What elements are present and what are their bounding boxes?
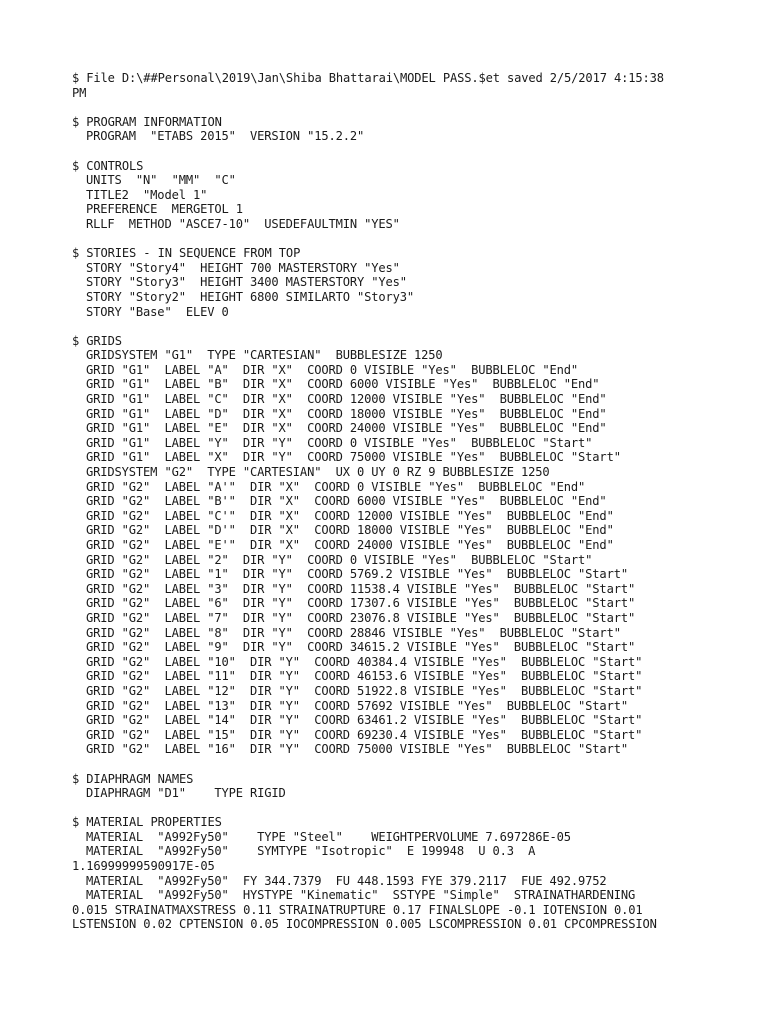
materials-line: LSTENSION 0.02 CPTENSION 0.05 IOCOMPRESSION 0.005 LSCOMPRESSION 0.01 CPCOMPRESSION bbox=[72, 917, 657, 932]
grids-line: GRID "G2" LABEL "16" DIR "Y" COORD 75000 VISIBLE "Yes" BUBBLELOC "Start" bbox=[86, 742, 628, 757]
grids-line: GRID "G2" LABEL "13" DIR "Y" COORD 57692 VISIBLE "Yes" BUBBLELOC "Start" bbox=[86, 698, 628, 713]
materials-line: MATERIAL "A992Fy50" SYMTYPE "Isotropic" E 199948 U 0.3 A bbox=[86, 844, 536, 859]
grids-line: GRIDSYSTEM "G2" TYPE "CARTESIAN" UX 0 UY 0 RZ 9 BUBBLESIZE 1250 bbox=[86, 465, 550, 480]
materials-line: MATERIAL "A992Fy50" HYSTYPE "Kinematic" SSTYPE "Simple" STRAINATHARDENING bbox=[86, 888, 636, 903]
grids-line: GRID "G1" LABEL "B" DIR "X" COORD 6000 VISIBLE "Yes" BUBBLELOC "End" bbox=[86, 377, 600, 392]
grids-line: GRID "G2" LABEL "7" DIR "Y" COORD 23076.8 VISIBLE "Yes" BUBBLELOC "Start" bbox=[86, 610, 636, 625]
grids-line: GRID "G1" LABEL "X" DIR "Y" COORD 75000 VISIBLE "Yes" BUBBLELOC "Start" bbox=[86, 450, 621, 465]
grids-line: GRID "G2" LABEL "10" DIR "Y" COORD 40384.4 VISIBLE "Yes" BUBBLELOC "Start" bbox=[86, 654, 643, 669]
grids-line: GRID "G1" LABEL "C" DIR "X" COORD 12000 VISIBLE "Yes" BUBBLELOC "End" bbox=[86, 392, 607, 407]
file-header-line: $ File D:\##Personal\2019\Jan\Shiba Bhattarai\MODEL PASS.$et saved 2/5/2017 4:15:38 bbox=[72, 71, 664, 85]
stories-line: STORY "Story2" HEIGHT 6800 SIMILARTO "Story3" bbox=[86, 289, 415, 304]
section-heading-diaphragm: $ DIAPHRAGM NAMES bbox=[72, 771, 194, 786]
grids-line: GRID "G2" LABEL "C'" DIR "X" COORD 12000 VISIBLE "Yes" BUBBLELOC "End" bbox=[86, 508, 614, 523]
controls-line: TITLE2 "Model 1" bbox=[86, 187, 208, 202]
grids-line: GRIDSYSTEM "G1" TYPE "CARTESIAN" BUBBLESIZE 1250 bbox=[86, 348, 443, 363]
spacer bbox=[72, 100, 762, 115]
stories-line: STORY "Story3" HEIGHT 3400 MASTERSTORY "Yes" bbox=[86, 275, 407, 290]
spacer bbox=[72, 144, 762, 159]
spacer bbox=[72, 319, 762, 334]
materials-line: 1.16999999590917E-05 bbox=[72, 859, 215, 874]
section-heading-program: $ PROGRAM INFORMATION bbox=[72, 114, 222, 129]
section-body-diaphragm bbox=[72, 786, 762, 801]
grids-line: GRID "G1" LABEL "D" DIR "X" COORD 18000 VISIBLE "Yes" BUBBLELOC "End" bbox=[86, 406, 607, 421]
grids-line: GRID "G2" LABEL "3" DIR "Y" COORD 11538.4 VISIBLE "Yes" BUBBLELOC "Start" bbox=[86, 581, 636, 596]
spacer bbox=[72, 232, 762, 247]
grids-line: GRID "G2" LABEL "1" DIR "Y" COORD 5769.2 VISIBLE "Yes" BUBBLELOC "Start" bbox=[86, 567, 628, 582]
section-body-grids bbox=[72, 348, 762, 757]
grids-line: GRID "G2" LABEL "11" DIR "Y" COORD 46153.6 VISIBLE "Yes" BUBBLELOC "Start" bbox=[86, 669, 643, 684]
grids-line: GRID "G2" LABEL "9" DIR "Y" COORD 34615.2 VISIBLE "Yes" BUBBLELOC "Start" bbox=[86, 640, 636, 655]
spacer bbox=[72, 801, 762, 816]
controls-line: UNITS "N" "MM" "C" bbox=[86, 173, 236, 188]
materials-line: 0.015 STRAINATMAXSTRESS 0.11 STRAINATRUPTURE 0.17 FINALSLOPE -0.1 IOTENSION 0.01 bbox=[72, 902, 643, 917]
section-body-materials bbox=[72, 830, 762, 932]
grids-line: GRID "G2" LABEL "B'" DIR "X" COORD 6000 VISIBLE "Yes" BUBBLELOC "End" bbox=[86, 494, 607, 509]
file-header-line-wrap: PM bbox=[72, 85, 87, 100]
spacer bbox=[72, 757, 762, 772]
section-heading-grids: $ GRIDS bbox=[72, 333, 122, 348]
section-heading-materials: $ MATERIAL PROPERTIES bbox=[72, 815, 222, 830]
grids-line: GRID "G2" LABEL "6" DIR "Y" COORD 17307.6 VISIBLE "Yes" BUBBLELOC "Start" bbox=[86, 596, 636, 611]
grids-line: GRID "G2" LABEL "A'" DIR "X" COORD 0 VISIBLE "Yes" BUBBLELOC "End" bbox=[86, 479, 586, 494]
grids-line: GRID "G2" LABEL "2" DIR "Y" COORD 0 VISIBLE "Yes" BUBBLELOC "Start" bbox=[86, 552, 593, 567]
stories-line: STORY "Story4" HEIGHT 700 MASTERSTORY "Yes" bbox=[86, 260, 400, 275]
section-heading-controls: $ CONTROLS bbox=[72, 158, 144, 173]
grids-line: GRID "G2" LABEL "8" DIR "Y" COORD 28846 VISIBLE "Yes" BUBBLELOC "Start" bbox=[86, 625, 621, 640]
grids-line: GRID "G1" LABEL "E" DIR "X" COORD 24000 VISIBLE "Yes" BUBBLELOC "End" bbox=[86, 421, 607, 436]
controls-line: PREFERENCE MERGETOL 1 bbox=[86, 202, 243, 217]
section-body-controls bbox=[72, 173, 762, 231]
section-heading-stories: $ STORIES - IN SEQUENCE FROM TOP bbox=[72, 246, 301, 261]
grids-line: GRID "G2" LABEL "D'" DIR "X" COORD 18000 VISIBLE "Yes" BUBBLELOC "End" bbox=[86, 523, 614, 538]
grids-line: GRID "G1" LABEL "A" DIR "X" COORD 0 VISIBLE "Yes" BUBBLELOC "End" bbox=[86, 362, 579, 377]
diaphragm-line: DIAPHRAGM "D1" TYPE RIGID bbox=[86, 786, 286, 801]
section-body-program bbox=[72, 129, 762, 144]
grids-line: GRID "G1" LABEL "Y" DIR "Y" COORD 0 VISIBLE "Yes" BUBBLELOC "Start" bbox=[86, 435, 593, 450]
etabs-text-file bbox=[72, 71, 762, 932]
grids-line: GRID "G2" LABEL "14" DIR "Y" COORD 63461.2 VISIBLE "Yes" BUBBLELOC "Start" bbox=[86, 713, 643, 728]
program-line: PROGRAM "ETABS 2015" VERSION "15.2.2" bbox=[86, 129, 365, 144]
stories-line: STORY "Base" ELEV 0 bbox=[86, 304, 229, 319]
grids-line: GRID "G2" LABEL "E'" DIR "X" COORD 24000 VISIBLE "Yes" BUBBLELOC "End" bbox=[86, 538, 614, 552]
controls-line: RLLF METHOD "ASCE7-10" USEDEFAULTMIN "YES" bbox=[86, 216, 400, 231]
grids-line: GRID "G2" LABEL "12" DIR "Y" COORD 51922.8 VISIBLE "Yes" BUBBLELOC "Start" bbox=[86, 683, 643, 698]
section-body-stories bbox=[72, 261, 762, 319]
materials-line: MATERIAL "A992Fy50" TYPE "Steel" WEIGHTPERVOLUME 7.697286E-05 bbox=[86, 829, 571, 844]
materials-line: MATERIAL "A992Fy50" FY 344.7379 FU 448.1593 FYE 379.2117 FUE 492.9752 bbox=[86, 873, 607, 888]
grids-line: GRID "G2" LABEL "15" DIR "Y" COORD 69230.4 VISIBLE "Yes" BUBBLELOC "Start" bbox=[86, 727, 643, 742]
